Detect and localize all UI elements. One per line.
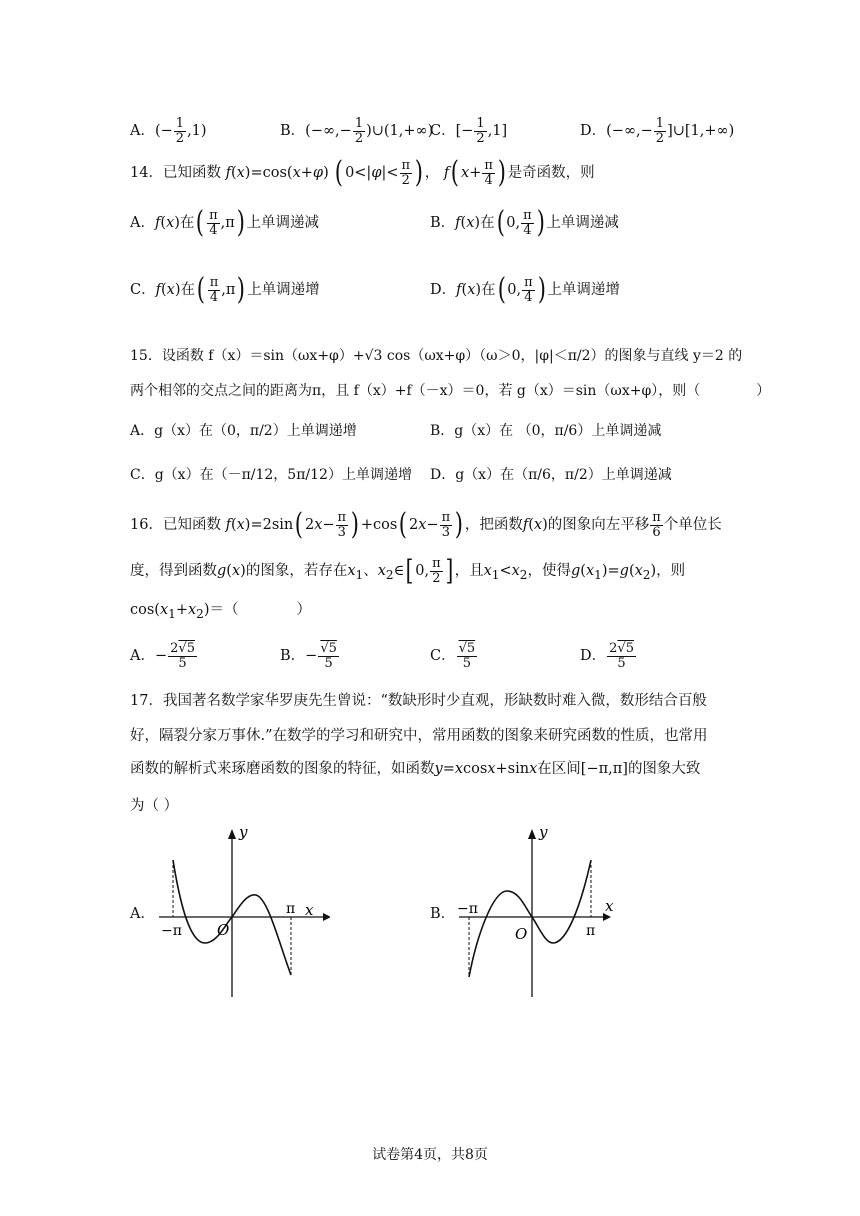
q17-graph-b bbox=[455, 825, 630, 1005]
q14-option-d: D．f(x)在( 0, $\frac{\pi}{4}$ ) 上单调递增 bbox=[430, 272, 620, 307]
q17-line1: 17．我国著名数学家华罗庚先生曾说：“数缺形时少直观，形缺数时难入微，数形结合百般 bbox=[130, 693, 707, 709]
q16-option-b: B．− $\frac{√5}{5}$ bbox=[280, 641, 337, 671]
q16-line1: 16．已知函数 f(x)=2sin( 2x− $\frac{\pi}{3}$ ) +cos( 2x− $\frac{\pi}{3}$ ) ，把函数f(x)的图象向左平移 $\frac{\pi}{6}$ 个单位长 bbox=[130, 507, 722, 542]
q16-line2: 度，得到函数g(x)的图象，若存在$x_1$、$x_2\in$[ 0, $\frac{\pi}{2}$ ] ，且$x_1<x_2$，使得$g(x_1)=g(x_2)$，则 bbox=[130, 554, 686, 588]
neg-pi-label: −π bbox=[457, 901, 478, 917]
x-label: x bbox=[605, 897, 614, 915]
q13-option-a: A．(− $\frac{1}{2}$ ,1) bbox=[130, 116, 207, 146]
q13-options bbox=[130, 117, 750, 153]
q16-options bbox=[130, 642, 750, 678]
y-label: y bbox=[539, 825, 548, 841]
q15-option-b: B．g（x）在 （0，π/6）上单调递减 bbox=[430, 423, 662, 439]
origin-label: O bbox=[217, 921, 230, 939]
y-axis-arrow-icon bbox=[228, 829, 236, 839]
q13-option-c: C．[− $\frac{1}{2}$ ,1] bbox=[430, 116, 508, 146]
q14-option-c: C．f(x)在( $\frac{\pi}{4}$ ,π) 上单调递增 bbox=[130, 272, 320, 307]
q17-line3: 函数的解析式来琢磨函数的图象的特征，如函数y=xcosx+sinx在区间[−π,π]的图象大致 bbox=[130, 761, 701, 777]
q14-option-a: A．f(x)在( $\frac{\pi}{4}$ ,π) 上单调递减 bbox=[130, 205, 320, 240]
q17-line2: 好，隔裂分家万事休.”在数学的学习和研究中，常用函数的图象来研究函数的性质，也常用 bbox=[130, 728, 708, 744]
q14-stem: 14．已知函数 f(x)=cos(x+φ) ( 0<|φ|< $\frac{\pi}{2}$ ) ， f( x+ $\frac{\pi}{4}$ ) 是奇函数，则 bbox=[130, 155, 595, 190]
q17-option-b-label: B． bbox=[430, 906, 456, 922]
x-axis-arrow-icon bbox=[323, 913, 330, 921]
q17-line4: 为（ ） bbox=[130, 798, 179, 814]
q15-option-d: D．g（x）在（π/6，π/2）上单调递减 bbox=[430, 467, 672, 483]
q16-option-d: D． $\frac{2√5}{5}$ bbox=[580, 641, 634, 671]
pi-label: π bbox=[586, 923, 596, 939]
q14-option-b: B．f(x)在( 0, $\frac{\pi}{4}$ ) 上单调递减 bbox=[430, 205, 619, 240]
x-label: x bbox=[305, 901, 314, 919]
q16-option-c: C． $\frac{√5}{5}$ bbox=[430, 641, 476, 671]
q15-line2: 两个相邻的交点之间的距离为π，且 f（x）+f（－x）＝0，若 g（x）＝sin（ωx+φ），则（ ） bbox=[130, 383, 771, 399]
q17-option-a-label: A． bbox=[130, 906, 155, 922]
q16-option-a: A．− $\frac{2√5}{5}$ bbox=[130, 641, 195, 671]
q13-option-b: B．(−∞,− $\frac{1}{2}$ )∪(1,+∞) bbox=[280, 116, 434, 146]
q15-option-a: A．g（x）在（0，π/2）上单调递增 bbox=[130, 423, 357, 439]
q15-option-c: C．g（x）在（－π/12，5π/12）上单调递增 bbox=[130, 467, 412, 483]
pi-label: π bbox=[286, 901, 296, 917]
q16-line3: $\cos(x_1+x_2)=$（ ） bbox=[130, 602, 312, 621]
q13-option-d: D．(−∞,− $\frac{1}{2}$ ]∪[1,+∞) bbox=[580, 116, 735, 146]
y-axis-arrow-icon bbox=[528, 829, 536, 839]
q15-line1: 15．设函数 f（x）＝sin（ωx+φ）+√3 cos（ωx+φ）（ω＞0，|φ|＜π/2）的图象与直线 y＝2 的 bbox=[130, 348, 743, 364]
y-label: y bbox=[239, 825, 248, 841]
q17-graph-a bbox=[155, 825, 330, 1005]
page-footer: 试卷第4页，共8页 bbox=[372, 1147, 488, 1163]
curve-b bbox=[469, 860, 591, 977]
origin-label: O bbox=[515, 925, 528, 943]
neg-pi-label: −π bbox=[161, 923, 182, 939]
